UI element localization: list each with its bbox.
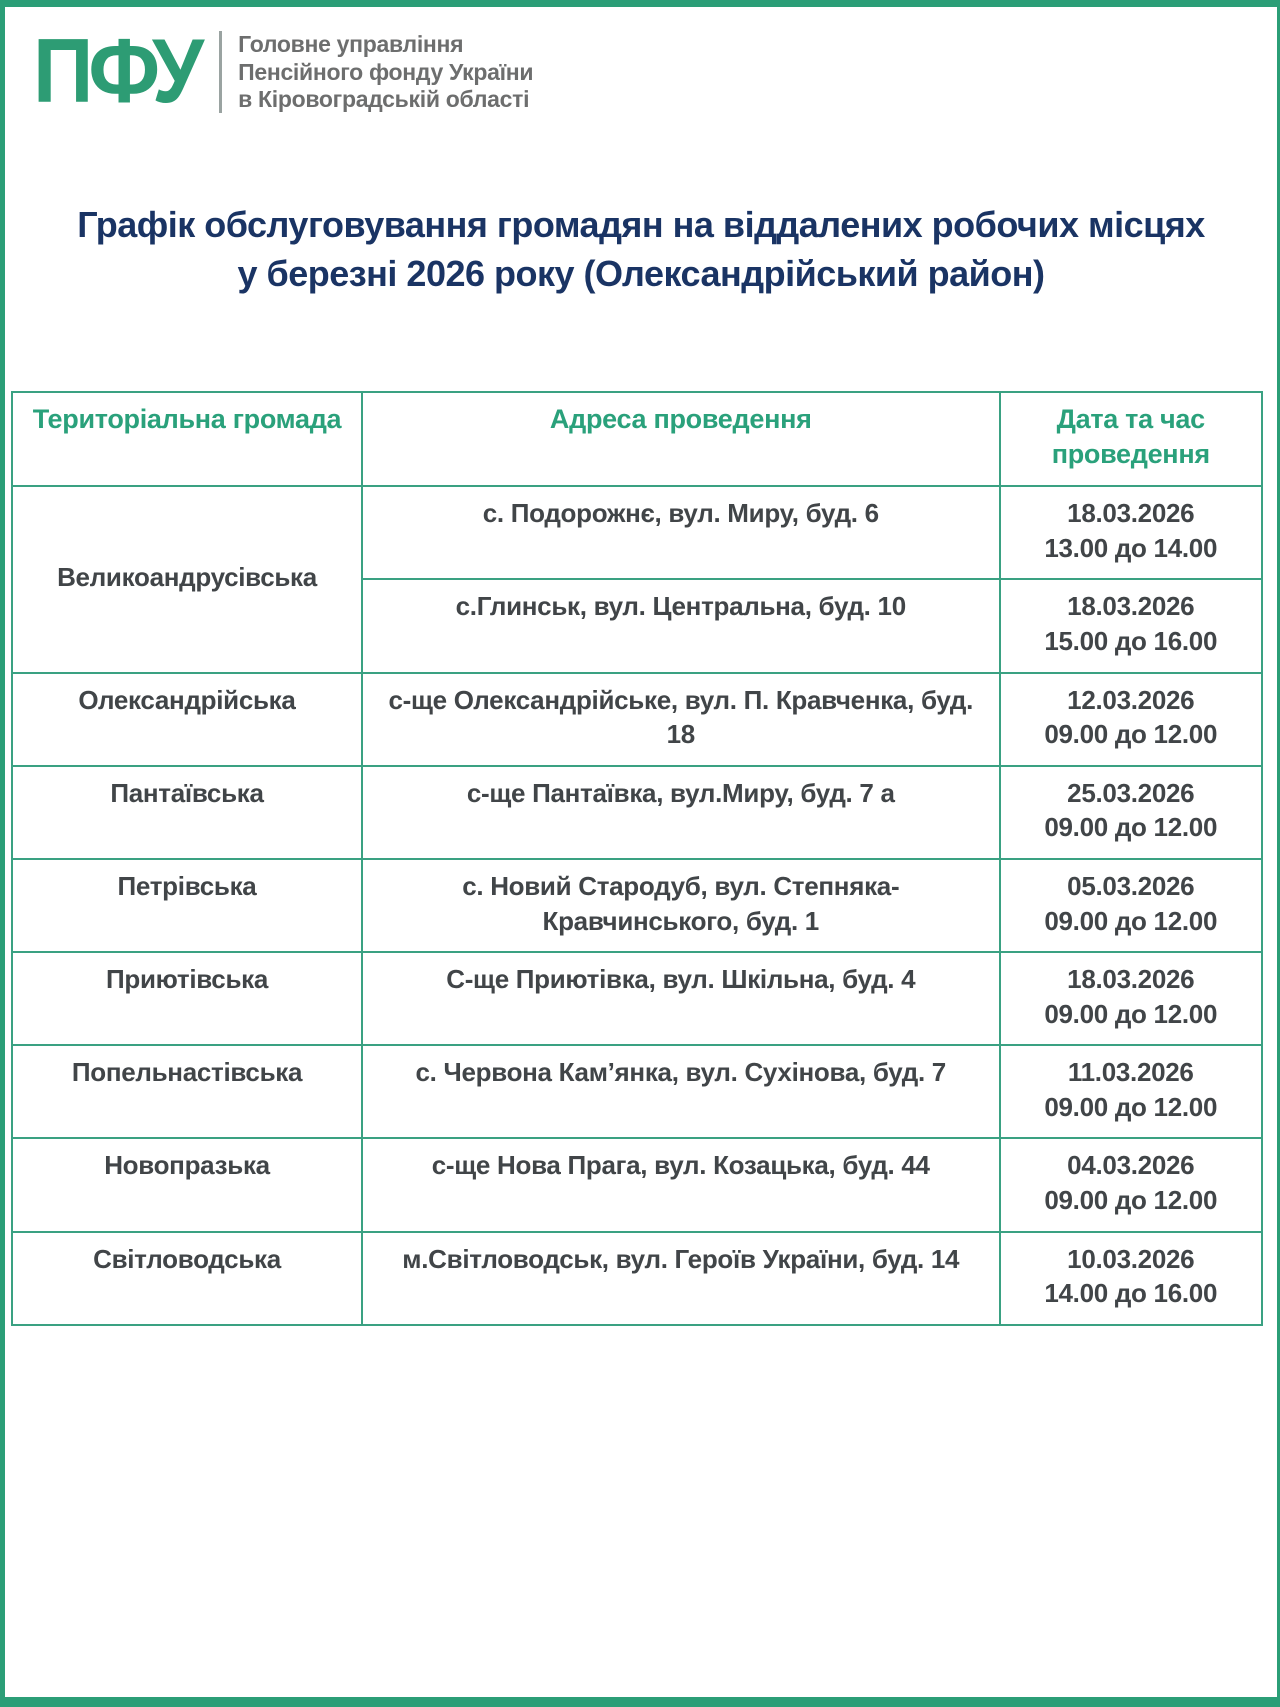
pfu-logo-text: ПФУ (33, 20, 200, 123)
table-row (12, 766, 1262, 859)
datetime-cell (1000, 579, 1263, 672)
date-text: 25.03.2026 (1067, 777, 1195, 808)
address-cell: с-ще Нова Прага, вул. Козацька, буд. 44 (362, 1138, 1000, 1231)
address-cell: с. Подорожнє, вул. Миру, буд. 6 (362, 486, 1000, 579)
datetime-cell (1000, 859, 1263, 952)
date-text: 12.03.2026 (1067, 684, 1195, 715)
datetime-cell (1000, 1232, 1263, 1325)
community-cell: Приютівська (12, 952, 362, 1045)
page-title-line1: Графік обслуговування громадян на віддалених робочих місцях (77, 203, 1205, 245)
community-cell: Петрівська (12, 859, 362, 952)
header-address: Адреса проведення (362, 392, 1000, 486)
time-text: 15.00 до 16.00 (1044, 626, 1218, 657)
datetime-cell (1000, 1138, 1263, 1231)
datetime-cell (1000, 766, 1263, 859)
time-text: 09.00 до 12.00 (1044, 905, 1218, 936)
community-cell: Пантаївська (12, 766, 362, 859)
table-row (12, 859, 1262, 952)
org-name-line: Головне управління (238, 31, 464, 57)
table-row (12, 673, 1262, 766)
org-name-line: в Кіровоградській області (238, 86, 530, 113)
datetime-cell (1000, 486, 1263, 579)
logo-divider (219, 31, 222, 113)
table-row (12, 486, 1262, 579)
date-text: 10.03.2026 (1067, 1243, 1195, 1274)
table-row (12, 1138, 1262, 1231)
table-row (12, 952, 1262, 1045)
table-row (12, 1045, 1262, 1138)
date-text: 11.03.2026 (1067, 1057, 1194, 1088)
date-text: 04.03.2026 (1067, 1150, 1195, 1181)
time-text: 09.00 до 12.00 (1044, 719, 1218, 750)
header-datetime: Дата та час проведення (1000, 392, 1263, 486)
date-text: 18.03.2026 (1067, 964, 1195, 995)
table-row (12, 1232, 1262, 1325)
date-text: 18.03.2026 (1067, 591, 1195, 622)
datetime-cell (1000, 952, 1263, 1045)
time-text: 09.00 до 12.00 (1044, 1091, 1218, 1122)
time-text: 13.00 до 14.00 (1044, 532, 1218, 563)
address-cell: с. Новий Стародуб, вул. Степняка-Кравчинського, буд. 1 (362, 859, 1000, 952)
datetime-cell (1000, 1045, 1263, 1138)
address-cell: с-ще Пантаївка, вул.Миру, буд. 7 а (362, 766, 1000, 859)
address-cell: с-ще Олександрійське, вул. П. Кравченка, буд. 18 (362, 673, 1000, 766)
community-cell: Новопразька (12, 1138, 362, 1231)
pfu-logo (33, 20, 1277, 123)
page-title (5, 200, 1277, 299)
community-cell: Олександрійська (12, 673, 362, 766)
address-cell: с.Глинськ, вул. Центральна, буд. 10 (362, 579, 1000, 672)
header-community: Територіальна громада (12, 392, 362, 486)
table-header-row (12, 392, 1262, 486)
org-name (238, 31, 533, 114)
date-text: 18.03.2026 (1067, 498, 1195, 529)
page-title-line2: у березні 2026 року (Олександрійський район) (237, 253, 1045, 295)
schedule-table (11, 391, 1263, 1326)
time-text: 09.00 до 12.00 (1044, 998, 1218, 1029)
time-text: 09.00 до 12.00 (1044, 812, 1218, 843)
address-cell: м.Світловодськ, вул. Героїв України, буд. 14 (362, 1232, 1000, 1325)
community-cell: Великоандрусівська (12, 486, 362, 672)
datetime-cell (1000, 673, 1263, 766)
community-cell: Світловодська (12, 1232, 362, 1325)
org-name-line: Пенсійного фонду України (238, 58, 534, 85)
community-cell: Попельнастівська (12, 1045, 362, 1138)
address-cell: С-ще Приютівка, вул. Шкільна, буд. 4 (362, 952, 1000, 1045)
address-cell: с. Червона Кам’янка, вул. Сухінова, буд. 7 (362, 1045, 1000, 1138)
time-text: 09.00 до 12.00 (1044, 1184, 1218, 1215)
date-text: 05.03.2026 (1067, 870, 1195, 901)
time-text: 14.00 до 16.00 (1044, 1278, 1218, 1309)
